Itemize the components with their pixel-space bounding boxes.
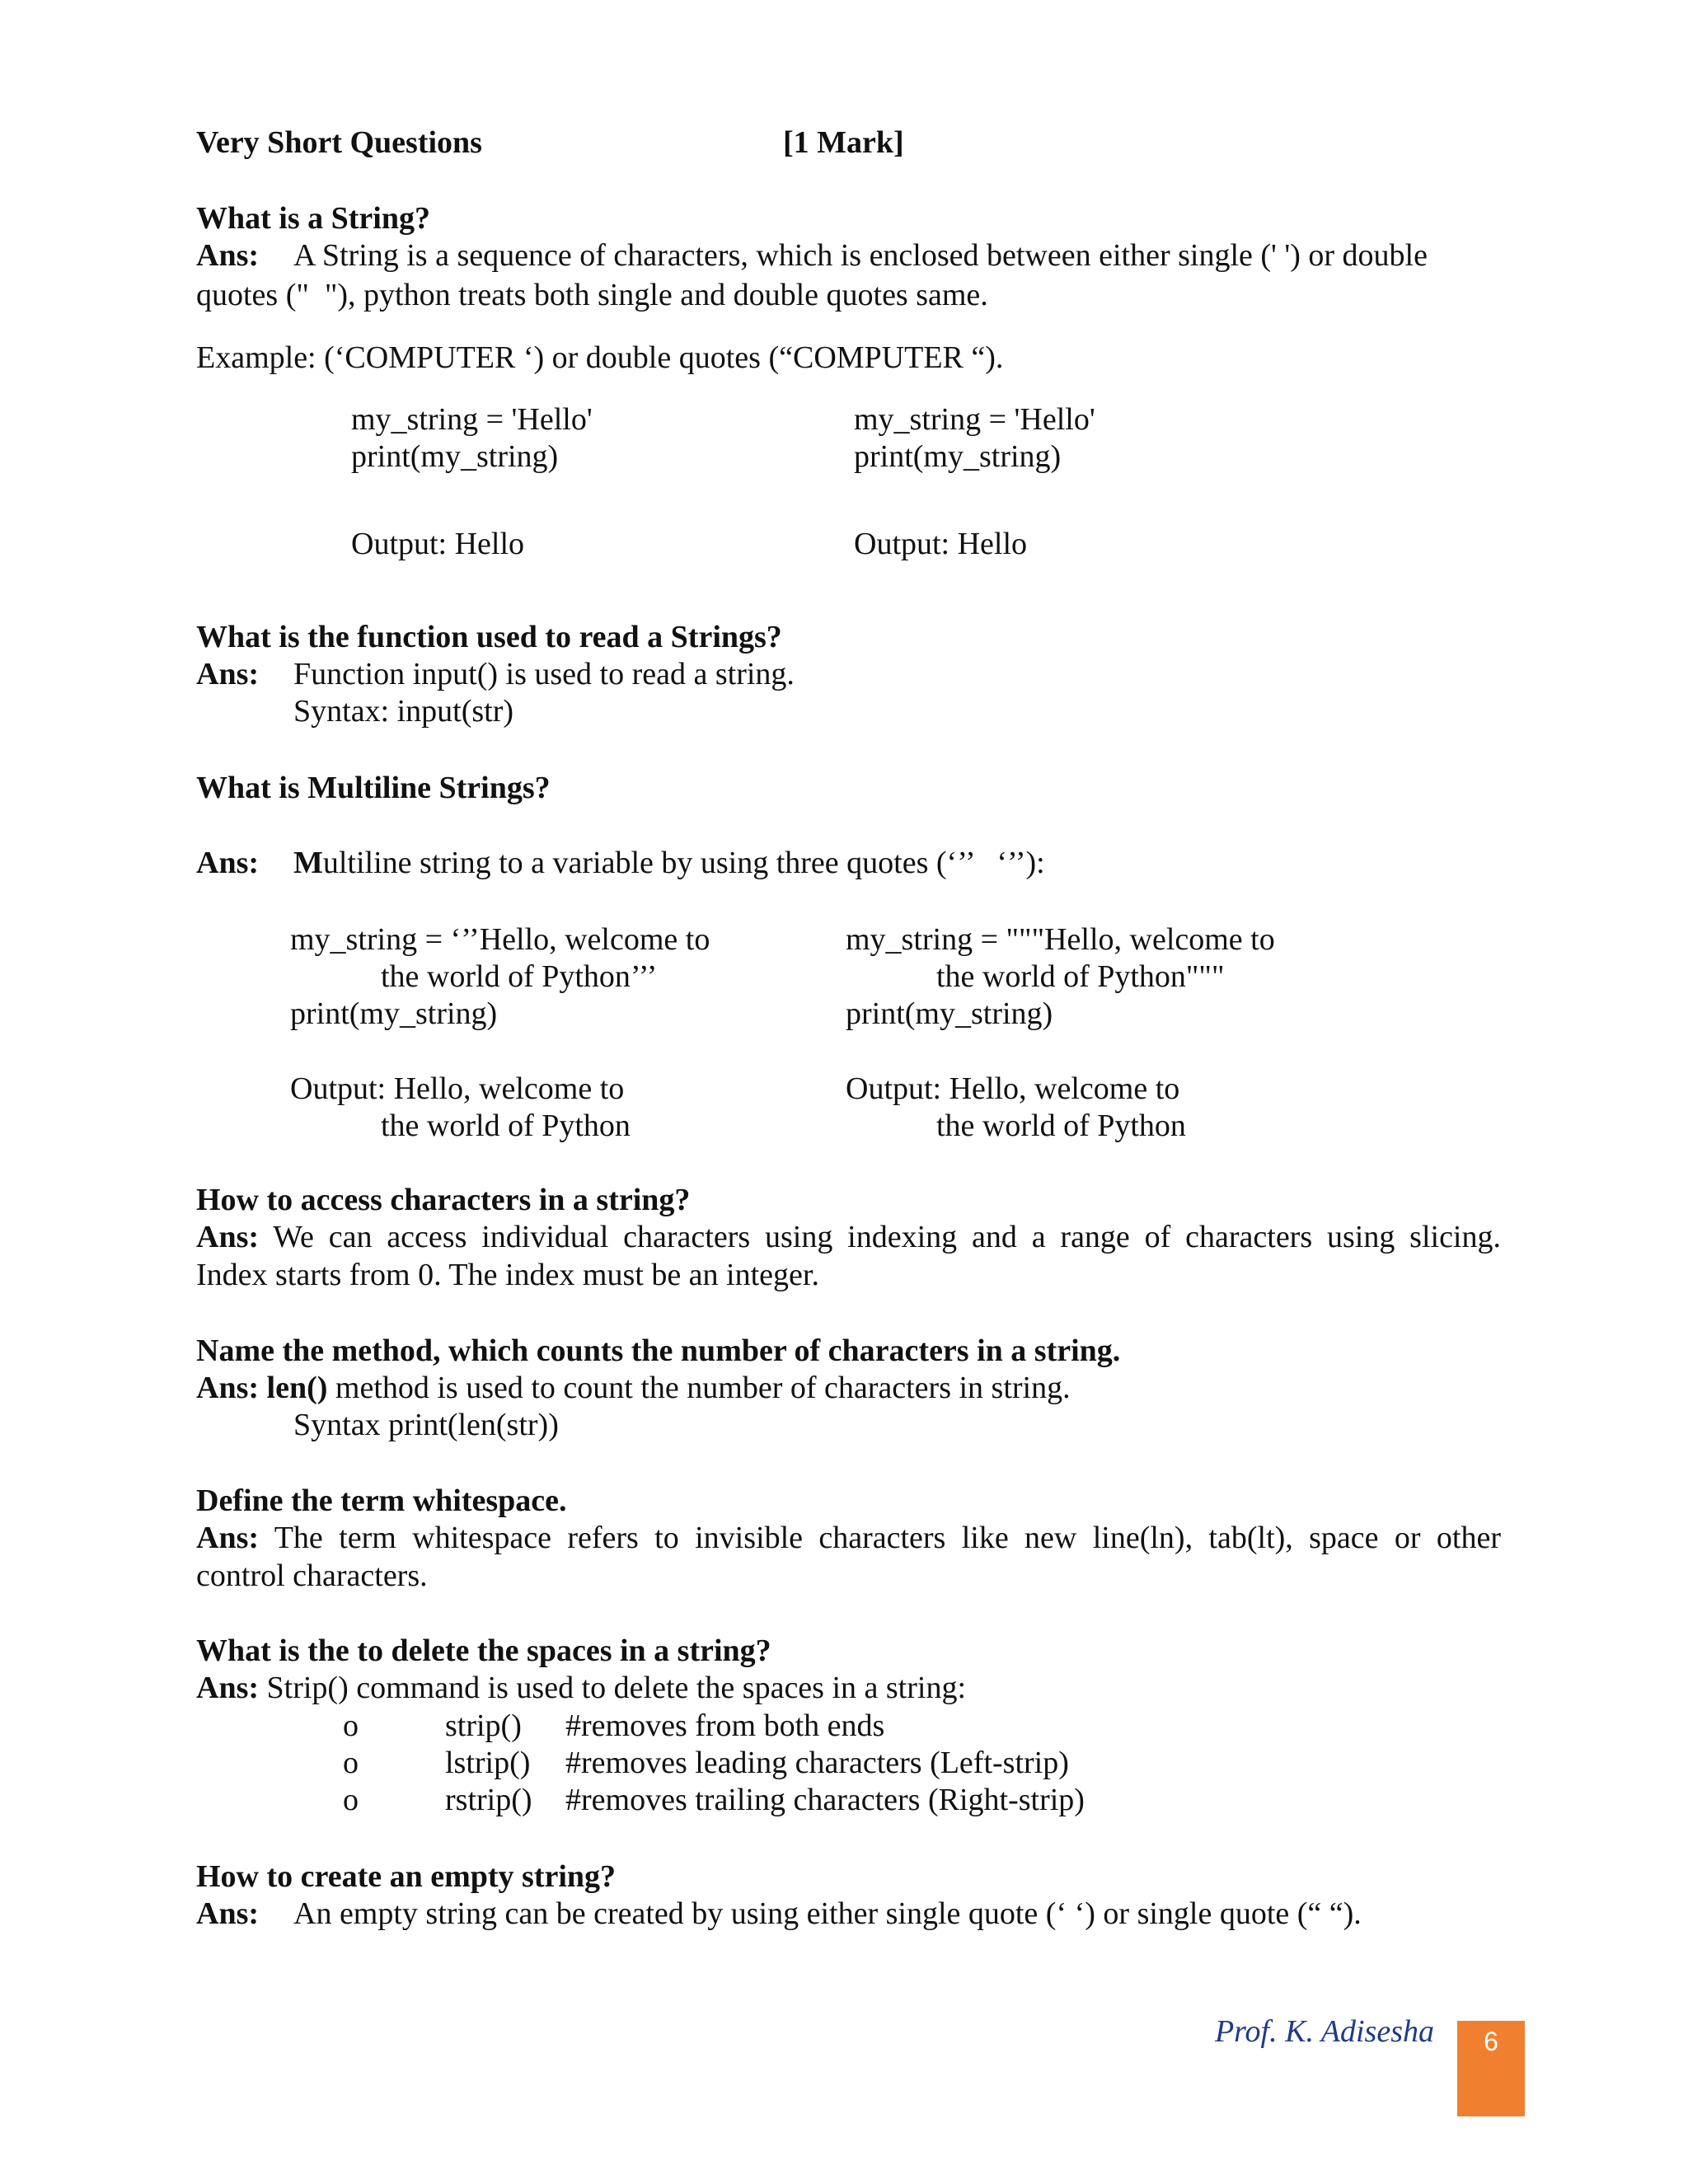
- output-right: Output: Hello: [854, 527, 1028, 561]
- ml-output-right-2: the world of Python: [936, 1108, 1186, 1143]
- answer-4-line-2: Index starts from 0. The index must be an integer.: [196, 1258, 819, 1292]
- list-item-comment: #removes trailing characters (Right-strip): [565, 1783, 1085, 1817]
- ml-output-left-2: the world of Python: [381, 1108, 631, 1143]
- ml-code-right-3: print(my_string): [846, 996, 1053, 1031]
- page-number-box: [1457, 2021, 1525, 2116]
- answer-3-line-1: [293, 844, 1045, 882]
- answer-5-text: method is used to count the number of characters in string.: [335, 1371, 1071, 1405]
- answer-1-line-2: quotes (" "), python treats both single and double quotes same.: [196, 278, 988, 312]
- ml-code-left-2: the world of Python’’’: [381, 959, 658, 994]
- answer-1-example: Example: (‘COMPUTER ‘) or double quotes (“COMPUTER “).: [196, 340, 1004, 375]
- answer-2-line-1: Function input() is used to read a string.: [293, 657, 795, 691]
- question-7: What is the to delete the spaces in a string?: [196, 1633, 771, 1668]
- question-4: How to access characters in a string?: [196, 1183, 691, 1217]
- output-left: Output: Hello: [351, 527, 525, 561]
- answer-2-line-2: Syntax: input(str): [293, 694, 514, 729]
- answer-4-line-1: [196, 1218, 1501, 1256]
- question-2: What is the function used to read a Strings?: [196, 620, 782, 654]
- question-1: What is a String?: [196, 201, 430, 236]
- ml-output-right-1: Output: Hello, welcome to: [846, 1071, 1180, 1106]
- question-6: Define the term whitespace.: [196, 1483, 567, 1518]
- code-left-1: my_string = 'Hello': [351, 402, 593, 437]
- code-right-1: my_string = 'Hello': [854, 402, 1095, 437]
- answer-6-line-1: [196, 1519, 1501, 1557]
- code-left-2: print(my_string): [351, 439, 559, 474]
- answer-5-line-1: [196, 1369, 1071, 1407]
- answer-label-5: Ans: len(): [196, 1371, 328, 1405]
- answer-label-2: Ans:: [196, 657, 260, 691]
- answer-label-1: Ans:: [196, 238, 260, 273]
- answer-label-7: Ans:: [196, 1671, 260, 1705]
- answer-label-6: Ans:: [196, 1521, 260, 1555]
- answer-label-4: Ans:: [196, 1220, 260, 1254]
- answer-3-initial: M: [293, 846, 323, 880]
- question-8: How to create an empty string?: [196, 1859, 617, 1894]
- answer-1-line-1: A String is a sequence of characters, which is enclosed between either single (' ') or double: [293, 238, 1428, 273]
- answer-4-text: We can access individual characters using indexing and a range of characters using slicing.: [273, 1220, 1501, 1254]
- list-item-comment: #removes from both ends: [565, 1708, 885, 1743]
- list-item-cmd: lstrip(): [445, 1746, 531, 1780]
- footer-author: Prof. K. Adisesha: [1214, 2014, 1434, 2049]
- ml-output-left-1: Output: Hello, welcome to: [290, 1071, 625, 1106]
- answer-label-8: Ans:: [196, 1896, 260, 1931]
- list-item-cmd: strip(): [445, 1708, 522, 1743]
- answer-8-line-1: An empty string can be created by using either single quote (‘ ‘) or single quote (“ “).: [293, 1896, 1362, 1931]
- section-marks: [1 Mark]: [783, 125, 904, 160]
- bullet-icon: o: [343, 1708, 359, 1743]
- bullet-icon: o: [343, 1783, 359, 1817]
- bullet-icon: o: [343, 1746, 359, 1780]
- list-item-cmd: rstrip(): [445, 1783, 532, 1817]
- answer-6-text: The term whitespace refers to invisible characters like new line(ln), tab(lt), space or other: [274, 1521, 1501, 1555]
- answer-5-line-2: Syntax print(len(str)): [293, 1408, 559, 1442]
- ml-code-left-1: my_string = ‘’’Hello, welcome to: [290, 922, 710, 957]
- answer-label-3: Ans:: [196, 846, 260, 880]
- page-number: 6: [1484, 2027, 1498, 2056]
- list-item-comment: #removes leading characters (Left-strip): [565, 1746, 1069, 1780]
- answer-7-line-1: [196, 1669, 966, 1707]
- answer-7-text: Strip() command is used to delete the spaces in a string:: [266, 1671, 966, 1705]
- ml-code-right-1: my_string = """Hello, welcome to: [846, 922, 1275, 957]
- ml-code-right-2: the world of Python""": [936, 959, 1225, 994]
- answer-6-line-2: control characters.: [196, 1558, 428, 1593]
- question-3: What is Multiline Strings?: [196, 771, 551, 805]
- answer-3-rest: ultiline string to a variable by using three quotes (‘’’ ‘’’):: [322, 846, 1045, 880]
- question-5: Name the method, which counts the number of characters in a string.: [196, 1333, 1121, 1368]
- section-title: Very Short Questions: [196, 125, 482, 160]
- ml-code-left-3: print(my_string): [290, 996, 498, 1031]
- code-right-2: print(my_string): [854, 439, 1062, 474]
